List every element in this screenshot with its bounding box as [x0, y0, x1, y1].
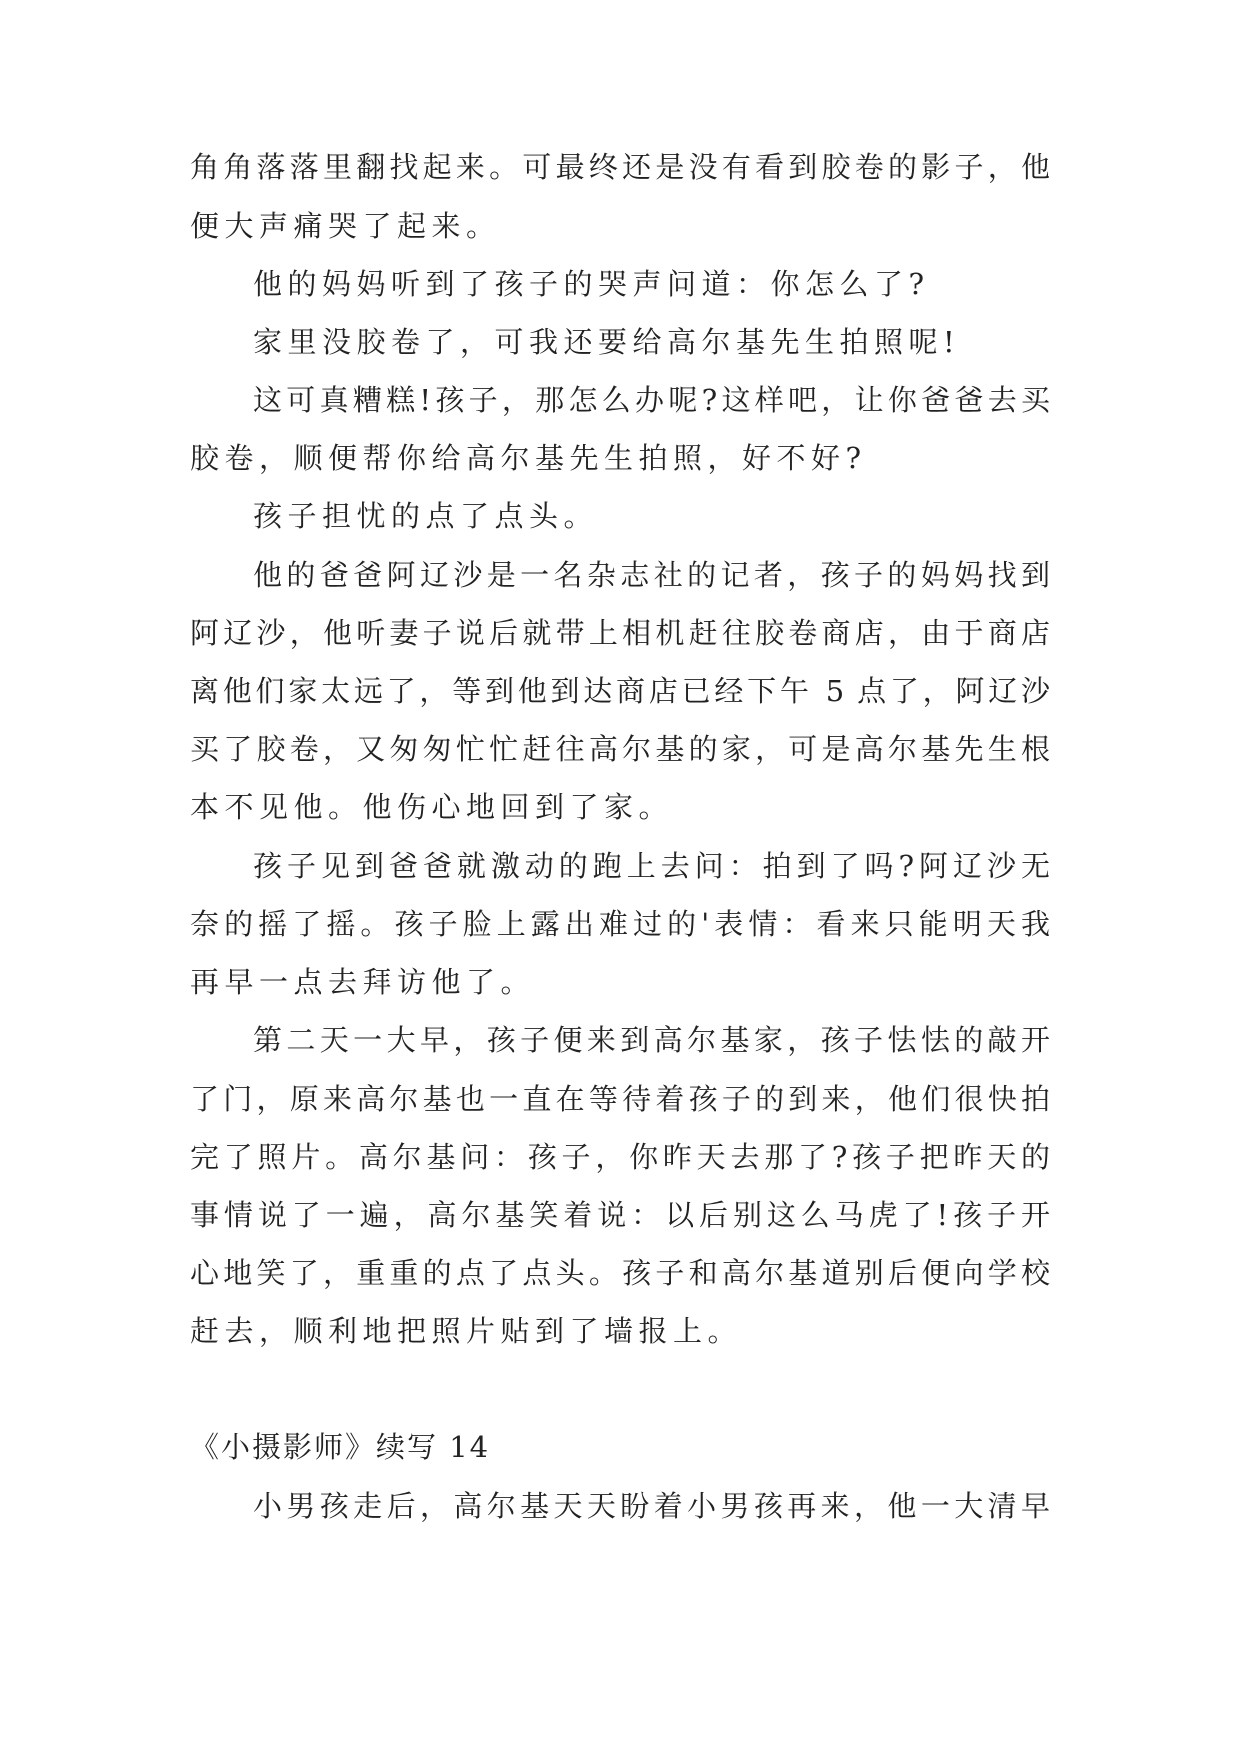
- text-line: 孩子见到爸爸就激动的跑上去问：拍到了吗?阿辽沙无: [253, 849, 1050, 883]
- text-line: 奈的摇了摇。孩子脸上露出难过的'表情：看来只能明天我: [190, 907, 1050, 941]
- text-line: 他的妈妈听到了孩子的哭声问道：你怎么了?: [253, 267, 930, 301]
- section-title: 《小摄影师》续写 14: [190, 1430, 491, 1464]
- text-line: 完了照片。高尔基问：孩子，你昨天去那了?孩子把昨天的: [190, 1140, 1050, 1174]
- text-line: 事情说了一遍，高尔基笑着说：以后别这么马虎了!孩子开: [190, 1198, 1050, 1232]
- text-line: 本不见他。他伤心地回到了家。: [190, 790, 674, 824]
- text-line: 离他们家太远了，等到他到达商店已经下午 5 点了，阿辽沙: [190, 674, 1050, 708]
- text-line: 便大声痛哭了起来。: [190, 209, 501, 243]
- text-line: 再早一点去拜访他了。: [190, 965, 536, 999]
- text-line: 家里没胶卷了，可我还要给高尔基先生拍照呢!: [253, 325, 961, 359]
- text-line: 这可真糟糕!孩子，那怎么办呢?这样吧，让你爸爸去买: [253, 383, 1050, 417]
- text-line: 小男孩走后，高尔基天天盼着小男孩再来，他一大清早: [253, 1489, 1050, 1523]
- text-line: 他的爸爸阿辽沙是一名杂志社的记者，孩子的妈妈找到: [253, 558, 1050, 592]
- text-line: 第二天一大早，孩子便来到高尔基家，孩子怯怯的敲开: [253, 1023, 1050, 1057]
- text-line: 阿辽沙，他听妻子说后就带上相机赶往胶卷商店，由于商店: [190, 616, 1050, 650]
- text-line: 买了胶卷，又匆匆忙忙赶往高尔基的家，可是高尔基先生根: [190, 732, 1050, 766]
- text-line: 赶去，顺利地把照片贴到了墙报上。: [190, 1314, 743, 1348]
- text-line: 角角落落里翻找起来。可最终还是没有看到胶卷的影子，他: [190, 150, 1050, 184]
- text-line: 了门，原来高尔基也一直在等待着孩子的到来，他们很快拍: [190, 1082, 1050, 1116]
- text-line: 胶卷，顺便帮你给高尔基先生拍照，好不好?: [190, 441, 867, 475]
- text-line: 心地笑了，重重的点了点头。孩子和高尔基道别后便向学校: [190, 1256, 1050, 1290]
- text-line: 孩子担忧的点了点头。: [253, 499, 599, 533]
